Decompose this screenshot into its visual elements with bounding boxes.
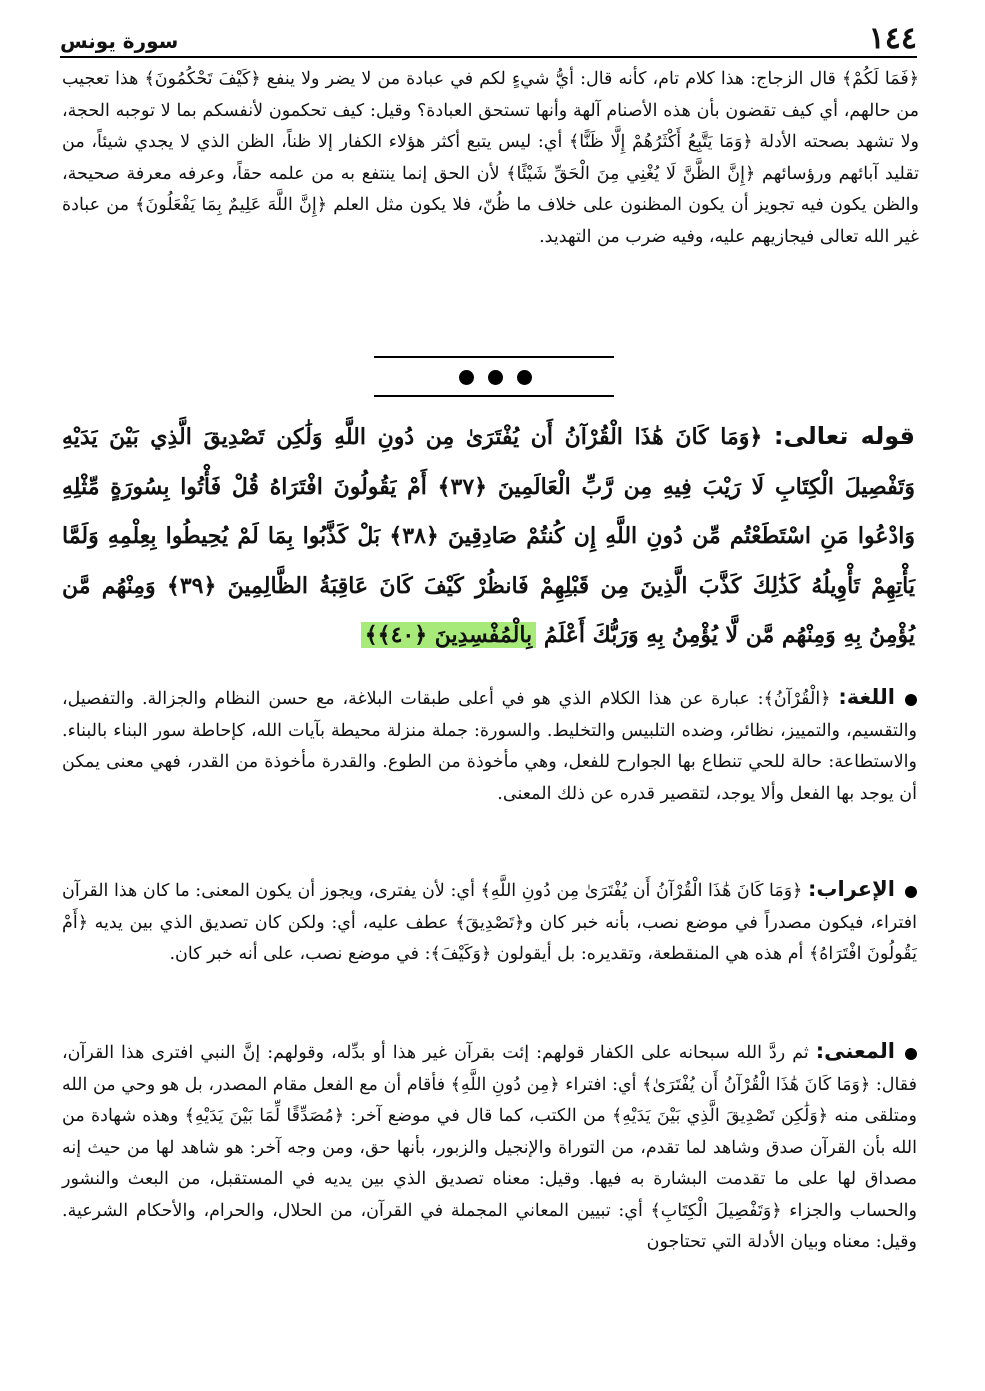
section-heading-maana: المعنى: bbox=[815, 1039, 895, 1063]
running-title: سورة يونس bbox=[60, 29, 179, 53]
section-heading-irab: الإعراب: bbox=[808, 877, 895, 901]
divider-top bbox=[374, 356, 614, 358]
section-separator-dots bbox=[400, 362, 590, 392]
verse-text: ﴿وَمَا كَانَ هَٰذَا الْقُرْآنُ أَن يُفْتَرَىٰ مِن دُونِ اللَّهِ وَلَٰكِن تَصْدِيقَ الَّذِي بَيْنَ يَدَيْهِ وَتَفْصِيلَ الْكِتَابِ لَا رَيْبَ فِيهِ مِن رَّبِّ الْعَالَمِينَ ﴿٣٧﴾ أَمْ يَقُولُونَ افْتَرَاهُ قُلْ فَأْتُوا بِسُورَةٍ مِّثْلِهِ وَادْعُوا مَنِ اسْتَطَعْتُم مِّن دُونِ اللَّهِ إِن كُنتُمْ صَادِقِينَ ﴿٣٨﴾ بَلْ كَذَّبُوا بِمَا لَمْ يُحِيطُوا بِعِلْمِهِ وَلَمَّا يَأْتِهِمْ تَأْوِيلُهُ كَذَٰلِكَ كَذَّبَ الَّذِينَ مِن قَبْلِهِمْ فَانظُرْ كَيْفَ كَانَ عَاقِبَةُ الظَّالِمِينَ ﴿٣٩﴾ وَمِنْهُم مَّن يُؤْمِنُ بِهِ وَمِنْهُم مَّن لَّا يُؤْمِنُ بِهِ وَرَبُّكَ أَعْلَمُ bbox=[62, 424, 915, 648]
section-text-maana: ثم ردَّ الله سبحانه على الكفار قولهم: إئت بقرآن غير هذا أو بدِّله، وقولهم: إنَّ النبي افترى هذا القرآن، فقال: ﴿وَمَا كَانَ هَٰذَا الْقُرْآنُ أَن يُفْتَرَىٰ﴾ أي: افتراء ﴿مِن دُونِ اللَّهِ﴾ فأقام أن مع الفعل مقام المصدر، بل هو وحي من الله ومتلقى منه ﴿وَلَٰكِن تَصْدِيقَ الَّذِي بَيْنَ يَدَيْهِ﴾ من الكتب، كما قال في موضع آخر: ﴿مُصَدِّقًا لِّمَا بَيْنَ يَدَيْهِ﴾ وهذه شهادة من الله بأن القرآن صدق وشاهد لما تقدم، من التوراة والإنجيل والزبور، بأنها حق، ومن وجه آخر: هو شاهد لها من حيث إنه مصداق لها على ما تقدمت البشارة به فيها. وقيل: معناه تصديق الذي بين يديه في المستقبل، من البعث والنشور والحساب والجزاء ﴿وَتَفْصِيلَ الْكِتَابِ﴾ أي: تبيين المعاني المجملة في القرآن، من الحلال، والحرام، والأحكام الشرعية. وقيل: معناه وبيان الأدلة التي تحتاجون bbox=[62, 1043, 917, 1252]
bullet-icon bbox=[905, 694, 917, 706]
quran-verse-block bbox=[62, 412, 915, 661]
page-number: ١٤٤ bbox=[868, 21, 917, 56]
intro-paragraph: ﴿فَمَا لَكُمْ﴾ قال الزجاج: هذا كلام تام، كأنه قال: أيُّ شيءٍ لكم في عبادة من لا يضر ولا ينفع ﴿كَيْفَ تَحْكُمُونَ﴾ هذا تعجيب من حالهم، أي كيف تقضون بأن هذه الأصنام آلهة وأنها تستحق العبادة؟ وقيل: كيف تحكمون لأنفسكم بما لا توجبه الحجة، ولا تشهد بصحته الأدلة ﴿وَمَا يَتَّبِعُ أَكْثَرُهُمْ إِلَّا ظَنًّا﴾ أي: ليس يتبع أكثر هؤلاء الكفار إلا ظناً، الظن الذي لا يجدي شيئاً، من تقليد آبائهم ورؤسائهم ﴿إِنَّ الظَّنَّ لَا يُغْنِي مِنَ الْحَقِّ شَيْئًا﴾ لأن الحق إنما ينتفع به من علمه حقاً، وعرفه معرفة صحيحة، والظن يكون فيه تجويز أن يكون المظنون على خلاف ما ظُنّ، فلا يكون مثل العلم ﴿إِنَّ اللَّهَ عَلِيمٌ بِمَا يَفْعَلُونَ﴾ من عبادة غير الله تعالى فيجازيهم عليه، وفيه ضرب من التهديد. bbox=[62, 69, 919, 247]
separator-dot bbox=[517, 370, 532, 385]
section-text-irab: ﴿وَمَا كَانَ هَٰذَا الْقُرْآنُ أَن يُفْتَرَىٰ مِن دُونِ اللَّهِ﴾ أي: لأن يفترى، ويجوز أن يكون المعنى: ما كان هذا القرآن افتراء، فيكون مصدراً في موضع نصب، بأنه خبر كان و﴿تَصْدِيقَ﴾ عطف عليه، أي: ولكن كان تصديق الذي بين يديه ﴿أَمْ يَقُولُونَ افْتَرَاهُ﴾ أم هذه هي المنقطعة، وتقديره: بل أيقولون ﴿وَكَيْفَ﴾: في موضع نصب، على أنه خبر كان. bbox=[62, 881, 917, 964]
section-lugha bbox=[62, 682, 917, 810]
separator-dot bbox=[488, 370, 503, 385]
separator-dot bbox=[459, 370, 474, 385]
verse-lead: قوله تعالى: bbox=[773, 422, 915, 450]
bullet-icon bbox=[905, 886, 917, 898]
section-irab bbox=[62, 874, 917, 971]
divider-bottom bbox=[374, 395, 614, 397]
page-header bbox=[60, 20, 917, 58]
highlighted-verse-end: بِالْمُفْسِدِينَ ﴿٤٠﴾﴾ bbox=[361, 622, 536, 648]
section-text-lugha: ﴿الْقُرْآنُ﴾: عبارة عن هذا الكلام الذي هو في أعلى طبقات البلاغة، مع حسن النظام والجزالة. والتفصيل، والتقسيم، والتمييز، نظائر، وضده التلبيس والتخليط. والسورة: جملة منزلة محيطة بآيات الله، كإحاطة سور البناء بالبناء. والاستطاعة: حالة للحي تنطاع بها الجوارح للفعل، وهي مأخوذة من الطوع. والقدرة مأخوذة من القدر، فهي معنى يمكن أن يوجد بها الفعل وألا يوجد، لتقصير قدره عن ذلك المعنى. bbox=[62, 689, 917, 804]
bullet-icon bbox=[905, 1048, 917, 1060]
section-heading-lugha: اللغة: bbox=[838, 685, 895, 709]
section-maana bbox=[62, 1036, 917, 1259]
